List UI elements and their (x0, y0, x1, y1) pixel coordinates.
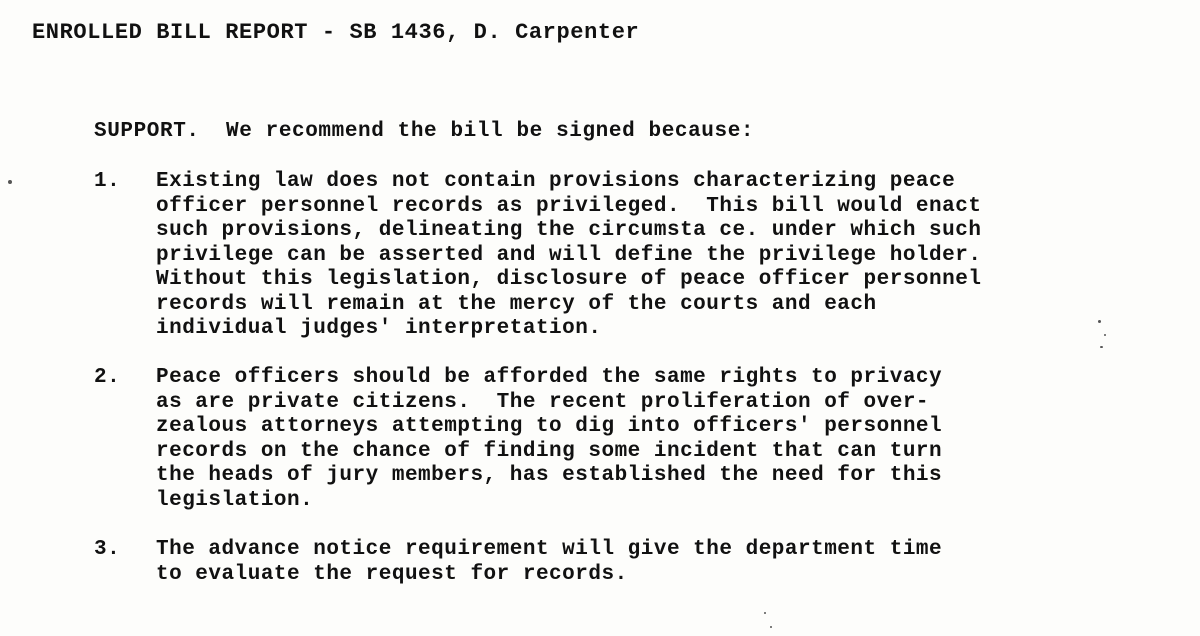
reason-text (156, 538, 942, 587)
reason-line: Peace officers should be afforded the same rights to privacy (156, 366, 943, 389)
reason-line: individual judges' interpretation. (156, 317, 602, 340)
scan-speck (8, 180, 12, 184)
reason-line: privilege can be asserted and will define the privilege holder. (156, 243, 982, 267)
reason-text (156, 366, 942, 513)
reason-line: The advance notice requirement will give the department time (156, 538, 943, 561)
reason-line: to evaluate the request for records. (156, 562, 628, 586)
scan-speck (764, 612, 766, 614)
reason-number: 3. (94, 538, 121, 561)
reason-line: Existing law does not contain provisions characterizing peace (156, 170, 956, 193)
reason-line: such provisions, delineating the circumsta ce. under which such (156, 219, 982, 242)
reason-number: 1. (94, 170, 121, 193)
reason-line: legislation. (156, 488, 314, 512)
scan-speck (770, 626, 772, 628)
report-title: ENROLLED BILL REPORT - SB 1436, D. Carpenter (32, 20, 640, 45)
reason-line: Without this legislation, disclosure of peace officer personnel (156, 268, 982, 291)
scan-speck (1098, 320, 1101, 323)
reason-number: 2. (94, 366, 121, 389)
reason-line: officer personnel records as privileged. This bill would enact (156, 194, 982, 218)
reason-line: the heads of jury members, has established the need for this (156, 464, 943, 487)
scan-speck (1104, 334, 1106, 336)
reason-line: as are private citizens. The recent proliferation of over- (156, 390, 930, 414)
scan-speck (1100, 346, 1103, 348)
reason-line: zealous attorneys attempting to dig into officers' personnel (156, 415, 943, 438)
reason-line: records on the chance of finding some incident that can turn (156, 439, 943, 463)
recommendation-statement: SUPPORT. We recommend the bill be signed because: (94, 120, 755, 143)
reason-text (156, 170, 981, 342)
reason-line: records will remain at the mercy of the courts and each (156, 292, 877, 316)
